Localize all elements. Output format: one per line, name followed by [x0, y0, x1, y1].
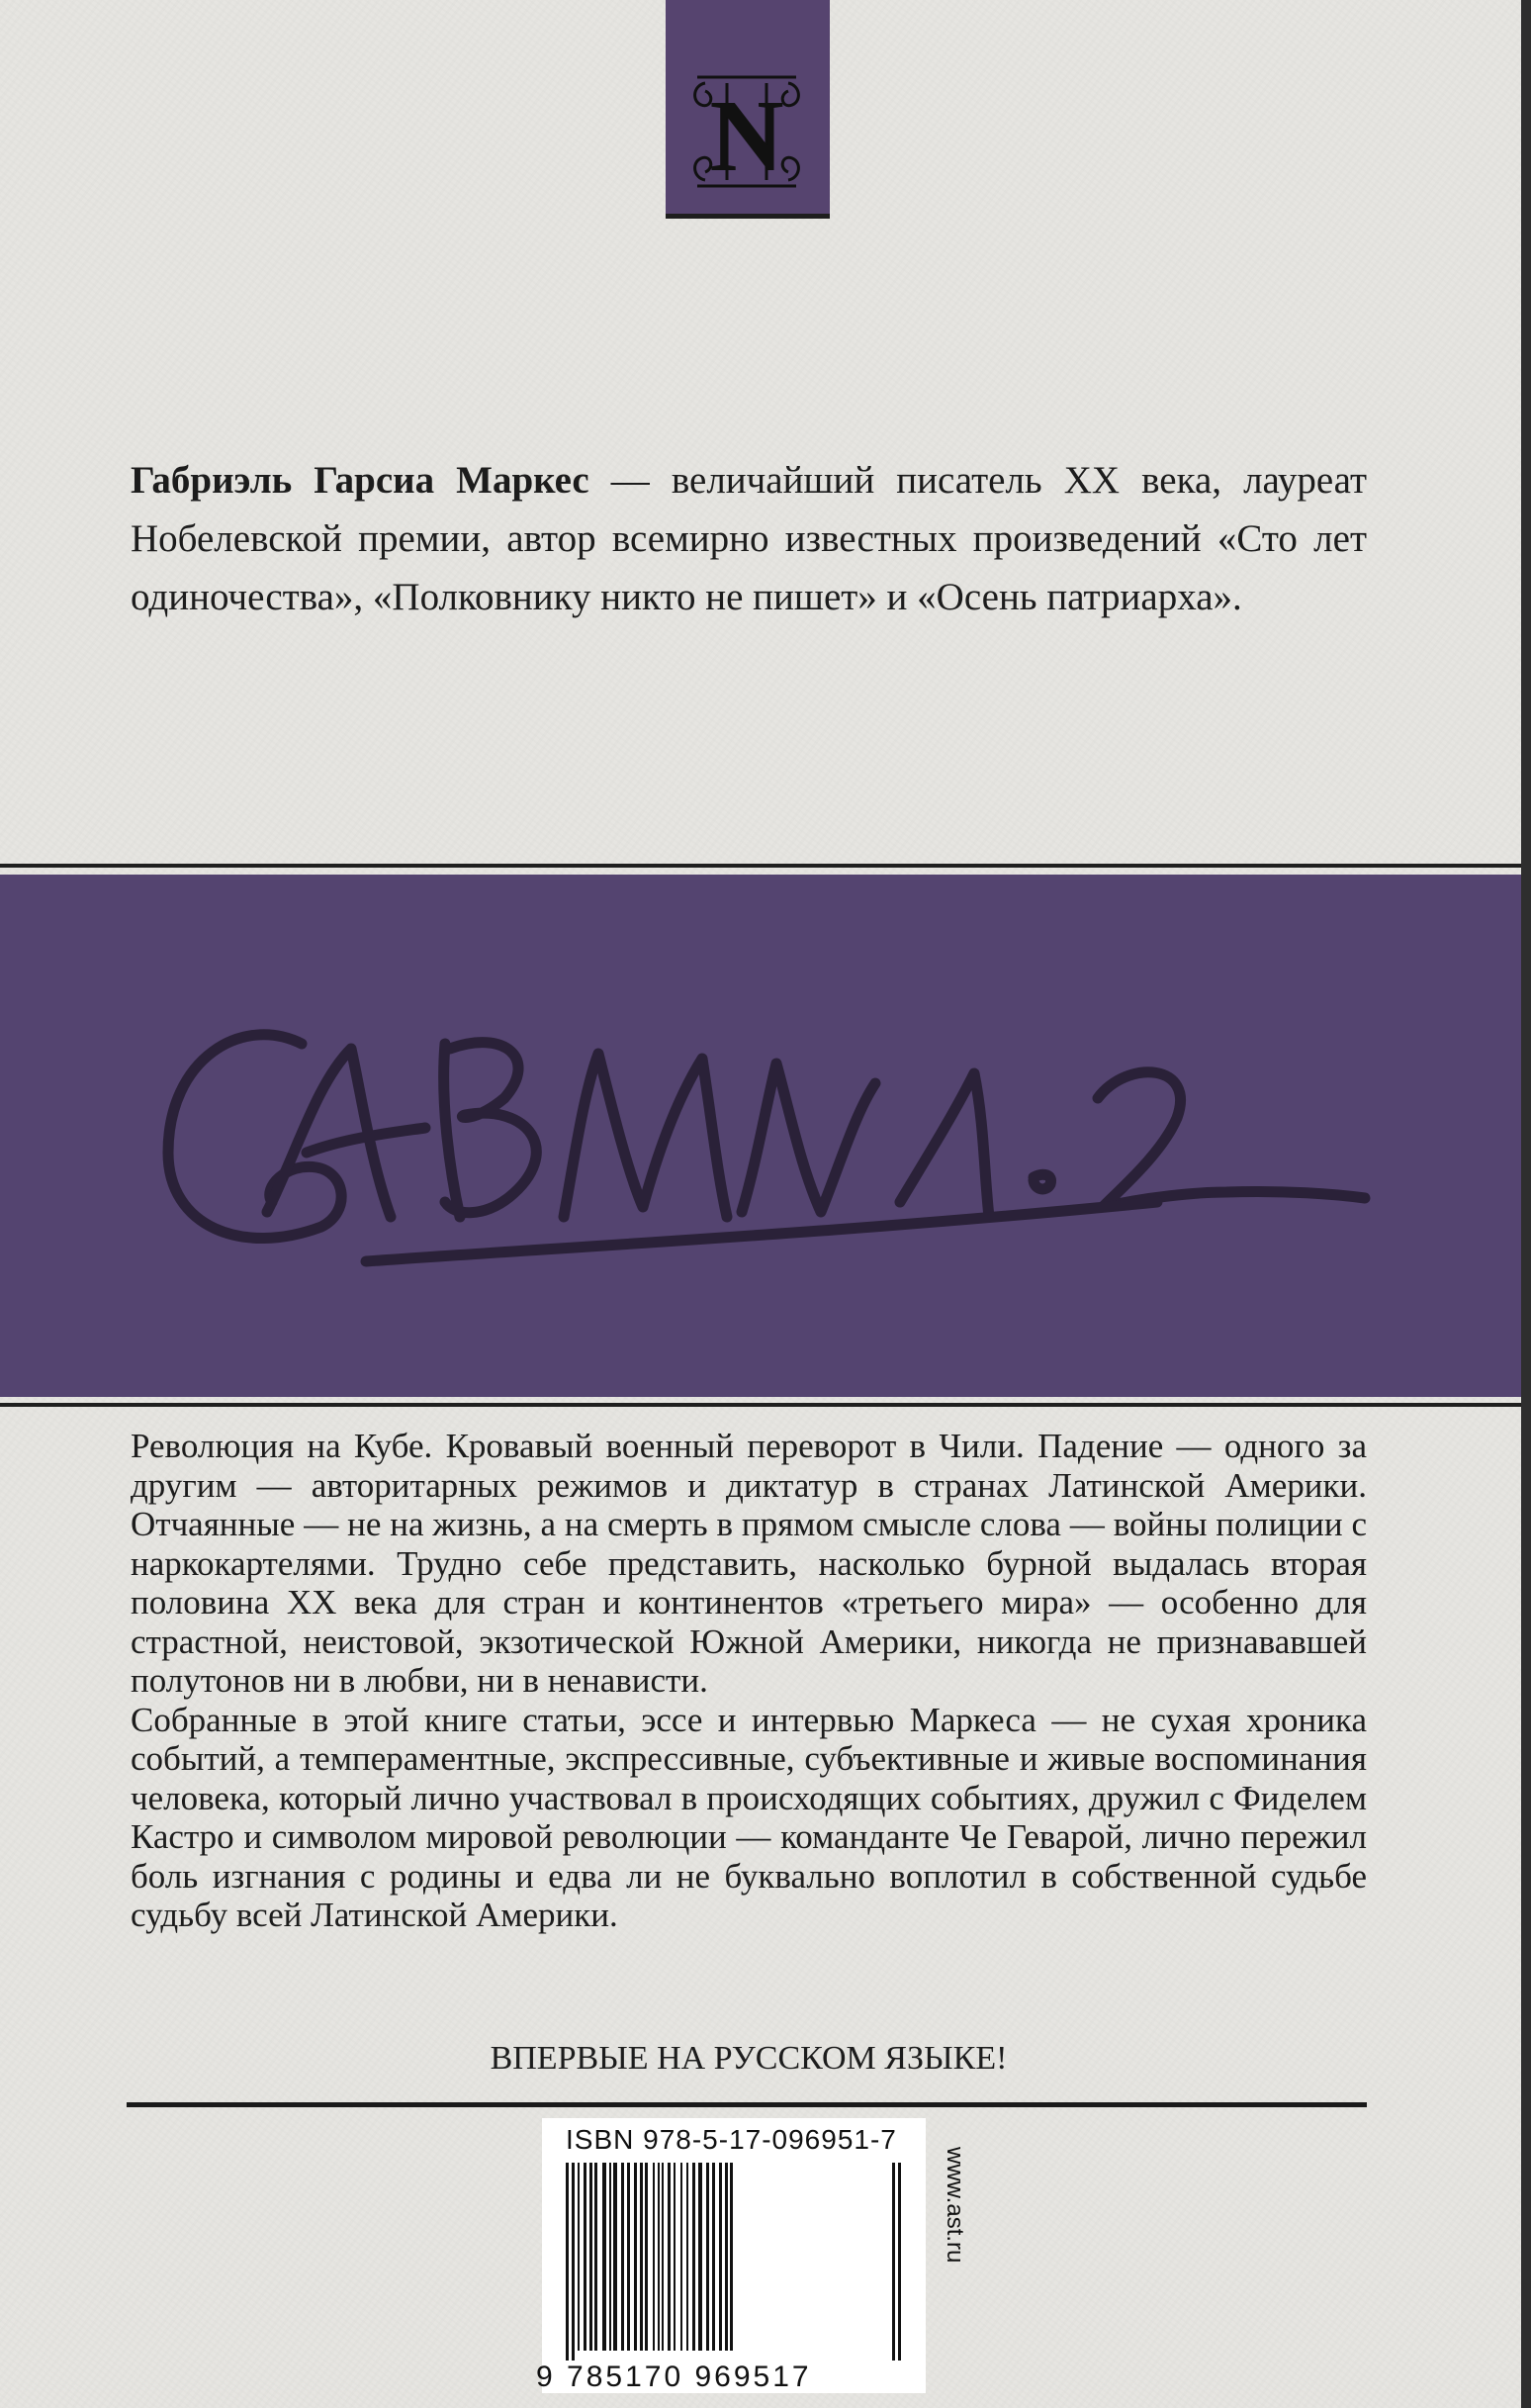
barcode-icon: [560, 2163, 906, 2361]
logo-letter: N: [709, 79, 784, 192]
signature-icon: [148, 1004, 1395, 1301]
cover-edge: [1521, 0, 1531, 2408]
description-paragraph-2: Собранные в этой книге статьи, эссе и интервью Маркеса — не сухая хроника событий, а темпераментные, экспрессивные, субъективные и живые воспоминания человека, который лично участвовал в происходящих событиях, дружил с Фиделем Кастро и символом мировой революции — команданте Че Геварой, лично пережил боль изгнания с родины и едва ли не буквально воплотил в собственной судьбе судьбу всей Латинской Америки.: [131, 1700, 1367, 1934]
logo-tab-divider: [666, 214, 830, 219]
author-name: Габриэль Гарсиа Маркес: [131, 459, 589, 502]
book-description: [131, 1427, 1367, 1935]
author-bio-text: — величайший писатель XX века, лауреат Нобелевской премии, автор всемирно известных произведений «Сто лет одиночества», «Полковнику никто не пишет» и «Осень патриарха».: [131, 459, 1368, 618]
description-paragraph-1: Революция на Кубе. Кровавый военный переворот в Чили. Падение — одного за другим — авторитарных режимов и диктатур в странах Латинской Америки. Отчаянные — не на жизнь, а на смерть в прямом смысле слова — войны полиции с наркокартелями. Трудно себе представить, насколько бурной выдалась вторая половина XX века для стран и континентов «третьего мира» — особенно для страстной, неистовой, экзотической Южной Америки, никогда не признававшей полутонов ни в любви, ни в ненависти.: [131, 1427, 1367, 1700]
publisher-monogram-icon: [687, 71, 806, 192]
first-time-note: ВПЕРВЫЕ НА РУССКОМ ЯЗЫКЕ!: [490, 2040, 1008, 2077]
publisher-url: www.ast.ru: [942, 2147, 968, 2264]
band-top-rule: [0, 864, 1531, 868]
bottom-rule: [127, 2102, 1367, 2107]
isbn-label: ISBN 978-5-17-096951-7: [566, 2124, 897, 2155]
band-bottom-rule: [0, 1403, 1531, 1407]
author-bio: [131, 451, 1367, 626]
barcode-digits: 9 785170 969517: [536, 2361, 812, 2393]
